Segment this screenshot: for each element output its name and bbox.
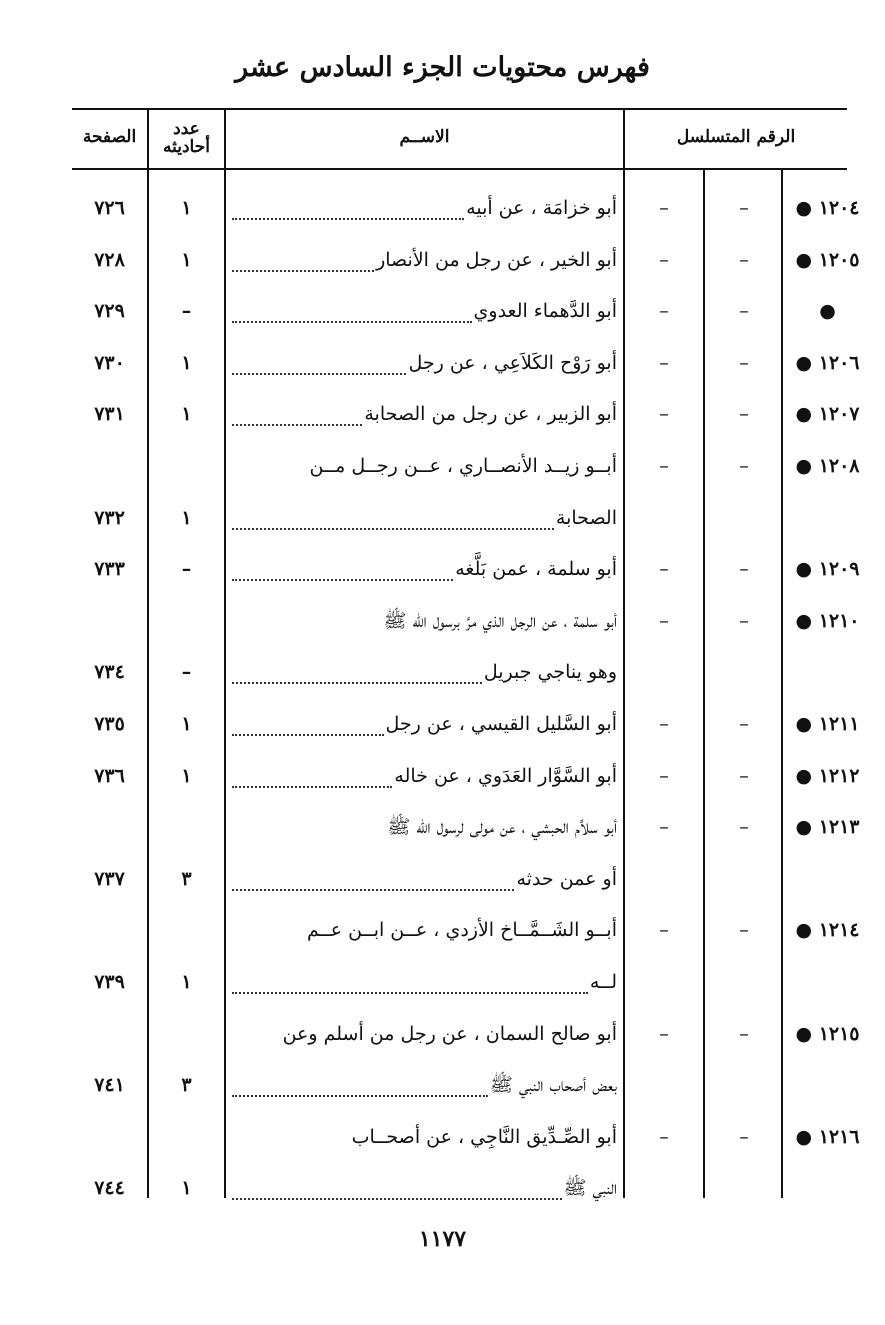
entry-name xyxy=(232,802,617,852)
serial-dash-2: – xyxy=(739,610,749,632)
header-page: الصفحة xyxy=(82,127,137,147)
serial-dash-2: – xyxy=(739,713,749,735)
entry-name-text: أبو رَوْح الكَلاَعِي ، عن رجل xyxy=(408,352,617,374)
serial-dash-1 xyxy=(625,1163,703,1213)
page-title: فهرس محتويات الجزء السادس عشر xyxy=(235,52,650,83)
entry-name-text: أبو الخير ، عن رجل من الأنصار xyxy=(376,249,617,271)
dot-leader xyxy=(232,299,472,323)
serial-number: ١٢١٦ ● xyxy=(795,1126,860,1148)
hadith-count xyxy=(150,802,223,852)
hadith-count xyxy=(150,1009,223,1059)
serial-dash-2: – xyxy=(739,1126,749,1148)
hadith-count: – xyxy=(181,661,192,683)
serial-dash-2 xyxy=(705,493,783,543)
serial-dash-2 xyxy=(705,647,783,697)
entry-name-text: أبــو زيــد الأنصــاري ، عــن رجــل مــن xyxy=(309,455,617,477)
serial-dash-1: – xyxy=(659,1126,669,1148)
serial-dash-1: – xyxy=(659,713,669,735)
entry-name xyxy=(232,1163,617,1213)
entry-name-text: أبو صالح السمان ، عن رجل من أسلم وعن xyxy=(282,1023,617,1045)
serial-number xyxy=(785,1163,870,1213)
serial-number: ١٢١٥ ● xyxy=(795,1023,860,1045)
entry-name xyxy=(232,235,617,285)
page-ref xyxy=(72,596,147,646)
dot-leader xyxy=(232,196,464,220)
table-row xyxy=(0,596,885,646)
entry-name xyxy=(232,493,617,543)
serial-dash-2 xyxy=(705,957,783,1007)
entry-name xyxy=(232,647,617,697)
page-ref xyxy=(72,905,147,955)
serial-dash-1: – xyxy=(659,1023,669,1045)
serial-dash-1: – xyxy=(659,455,669,477)
entry-name xyxy=(232,1060,617,1110)
page-ref: ٧٣٤ xyxy=(94,661,125,683)
serial-dash-2: – xyxy=(739,300,749,322)
table-row xyxy=(0,441,885,491)
serial-number: ١٢١٣ ● xyxy=(795,816,860,838)
entry-name-text: أبو سلاَّم الحبشي ، عن مولى لرسول الله ﷺ xyxy=(387,816,617,838)
entry-name xyxy=(232,441,617,491)
serial-number: ● xyxy=(819,300,836,322)
table-row xyxy=(0,854,885,904)
serial-number: ١٢١٠ ● xyxy=(795,610,860,632)
entry-name-text: أبو السَّليل القيسي ، عن رجل xyxy=(385,713,617,735)
hadith-count: ١ xyxy=(181,197,192,219)
dot-leader xyxy=(232,1073,488,1097)
entry-name-text: وهو يناجي جبريل xyxy=(483,661,617,683)
serial-number: ١٢١٢ ● xyxy=(795,765,860,787)
hadith-count: ١ xyxy=(181,1177,192,1199)
table-row xyxy=(0,389,885,439)
page-ref: ٧٣٦ xyxy=(94,765,125,787)
entry-name xyxy=(232,751,617,801)
entry-name-text: أبو السَّوَّار العَدَوي ، عن خاله xyxy=(394,765,617,787)
page-ref: ٧٢٩ xyxy=(94,300,125,322)
page-ref: ٧٣١ xyxy=(94,403,125,425)
entry-name-text: أبو الزبير ، عن رجل من الصحابة xyxy=(364,403,617,425)
serial-dash-1 xyxy=(625,647,703,697)
entry-name-text: بعض أصحاب النبي ﷺ xyxy=(489,1074,617,1096)
entry-name xyxy=(232,596,617,646)
serial-dash-1: – xyxy=(659,300,669,322)
hadith-count: ٣ xyxy=(181,1074,192,1096)
hadith-count: – xyxy=(181,558,192,580)
hadith-count xyxy=(150,596,223,646)
entry-name-text: أبو الدَّهماء العدوي xyxy=(473,300,617,322)
serial-number: ١٢٠٩ ● xyxy=(795,558,860,580)
table-row xyxy=(0,647,885,697)
page-ref xyxy=(72,1009,147,1059)
page-ref: ٧٢٦ xyxy=(94,197,125,219)
entry-name xyxy=(232,389,617,439)
serial-dash-1 xyxy=(625,1060,703,1110)
table-row xyxy=(0,183,885,233)
serial-dash-2: – xyxy=(739,197,749,219)
dot-leader xyxy=(232,867,514,891)
hadith-count: ١ xyxy=(181,765,192,787)
serial-dash-2: – xyxy=(739,352,749,374)
serial-dash-1: – xyxy=(659,403,669,425)
serial-number: ١٢٠٤ ● xyxy=(795,197,860,219)
serial-number: ١٢٠٥ ● xyxy=(795,249,860,271)
entry-name xyxy=(232,905,617,955)
header-rule xyxy=(72,168,847,170)
serial-dash-1: – xyxy=(659,610,669,632)
serial-number xyxy=(785,957,870,1007)
serial-dash-2: – xyxy=(739,403,749,425)
page-ref: ٧٣٢ xyxy=(94,507,125,529)
hadith-count: – xyxy=(181,300,192,322)
serial-number: ١٢٠٦ ● xyxy=(795,352,860,374)
table-row xyxy=(0,544,885,594)
table-row xyxy=(0,751,885,801)
dot-leader xyxy=(232,506,554,530)
entry-name-text: الصحابة xyxy=(555,507,617,529)
page-ref: ٧٣٩ xyxy=(94,971,125,993)
hadith-count: ١ xyxy=(181,352,192,374)
serial-number: ١٢٠٧ ● xyxy=(795,403,860,425)
serial-number xyxy=(785,854,870,904)
serial-number xyxy=(785,493,870,543)
page-ref: ٧٢٨ xyxy=(94,249,125,271)
header-serial: الرقم المتسلسل xyxy=(676,127,796,147)
serial-dash-1: – xyxy=(659,816,669,838)
dot-leader xyxy=(232,402,362,426)
table-row xyxy=(0,1060,885,1110)
table-row xyxy=(0,338,885,388)
table-row xyxy=(0,1009,885,1059)
page-ref: ٧٣٥ xyxy=(94,713,125,735)
serial-number: ١٢٠٨ ● xyxy=(795,455,860,477)
header-name: الاســم xyxy=(399,127,450,147)
dot-leader xyxy=(232,660,482,684)
serial-dash-1: – xyxy=(659,558,669,580)
table-row xyxy=(0,802,885,852)
serial-dash-1: – xyxy=(659,765,669,787)
page-ref: ٧٣٠ xyxy=(94,352,125,374)
hadith-count: ١ xyxy=(181,507,192,529)
entry-name xyxy=(232,1112,617,1162)
table-row xyxy=(0,905,885,955)
entry-name xyxy=(232,338,617,388)
serial-dash-2: – xyxy=(739,249,749,271)
hadith-count: ١ xyxy=(181,249,192,271)
table-row xyxy=(0,1112,885,1162)
serial-dash-2: – xyxy=(739,765,749,787)
hadith-count: ١ xyxy=(181,713,192,735)
serial-dash-1 xyxy=(625,957,703,1007)
hadith-count: ١ xyxy=(181,971,192,993)
entry-name-text: أو عمن حدثه xyxy=(516,868,617,890)
page-ref xyxy=(72,802,147,852)
serial-dash-2 xyxy=(705,854,783,904)
dot-leader xyxy=(232,712,384,736)
page-ref: ٧٣٧ xyxy=(94,868,125,890)
header-count-line2: أحاديثه xyxy=(163,137,210,157)
serial-dash-2 xyxy=(705,1060,783,1110)
page-ref xyxy=(72,441,147,491)
entry-name-text: النبي ﷺ xyxy=(563,1177,617,1199)
entry-name xyxy=(232,854,617,904)
table-row xyxy=(0,493,885,543)
page-ref xyxy=(72,1112,147,1162)
dot-leader xyxy=(232,351,406,375)
top-rule xyxy=(72,108,847,110)
entry-name-text: أبو الصِّـدِّيق النَّاجِي ، عن أصحــاب xyxy=(351,1126,617,1148)
entry-name xyxy=(232,544,617,594)
entry-name-text: أبو سلمة ، عن الرجل الذي مرَّ برسول الله ﷺ xyxy=(383,610,617,632)
hadith-count: ٣ xyxy=(181,868,192,890)
dot-leader xyxy=(232,764,392,788)
serial-dash-1 xyxy=(625,854,703,904)
serial-number: ١٢١٤ ● xyxy=(795,919,860,941)
page-ref: ٧٣٣ xyxy=(94,558,125,580)
serial-dash-1 xyxy=(625,493,703,543)
dot-leader xyxy=(232,970,588,994)
serial-dash-1: – xyxy=(659,352,669,374)
dot-leader xyxy=(232,1176,562,1200)
serial-dash-1: – xyxy=(659,919,669,941)
header-count-line1: عدد xyxy=(173,119,200,139)
serial-dash-2 xyxy=(705,1163,783,1213)
hadith-count xyxy=(150,1112,223,1162)
entry-name xyxy=(232,699,617,749)
hadith-count xyxy=(150,441,223,491)
table-row xyxy=(0,235,885,285)
serial-dash-1: – xyxy=(659,197,669,219)
serial-dash-2: – xyxy=(739,919,749,941)
entry-name-text: أبــو الشَــمَّــاخ الأزدي ، عــن ابــن عــم xyxy=(306,919,617,941)
serial-dash-2: – xyxy=(739,816,749,838)
dot-leader xyxy=(232,248,374,272)
serial-number xyxy=(785,647,870,697)
page-number: ١١٧٧ xyxy=(418,1226,467,1252)
entry-name xyxy=(232,957,617,1007)
header-count xyxy=(149,120,224,156)
serial-dash-2: – xyxy=(739,558,749,580)
serial-dash-2: – xyxy=(739,1023,749,1045)
entry-name-text: لــه xyxy=(589,971,617,993)
entry-name xyxy=(232,183,617,233)
page-ref: ٧٤١ xyxy=(94,1074,125,1096)
hadith-count: ١ xyxy=(181,403,192,425)
entry-name-text: أبو سلمة ، عمن بَلَّغه xyxy=(455,558,617,580)
table-row xyxy=(0,1163,885,1213)
serial-dash-1: – xyxy=(659,249,669,271)
table-row xyxy=(0,957,885,1007)
serial-number: ١٢١١ ● xyxy=(795,713,860,735)
entry-name xyxy=(232,286,617,336)
dot-leader xyxy=(232,557,453,581)
page-ref: ٧٤٤ xyxy=(94,1177,125,1199)
table-row xyxy=(0,699,885,749)
serial-number xyxy=(785,1060,870,1110)
entry-name-text: أبو خزامَة ، عن أبيه xyxy=(466,197,617,219)
hadith-count xyxy=(150,905,223,955)
serial-dash-2: – xyxy=(739,455,749,477)
entry-name xyxy=(232,1009,617,1059)
table-row xyxy=(0,286,885,336)
